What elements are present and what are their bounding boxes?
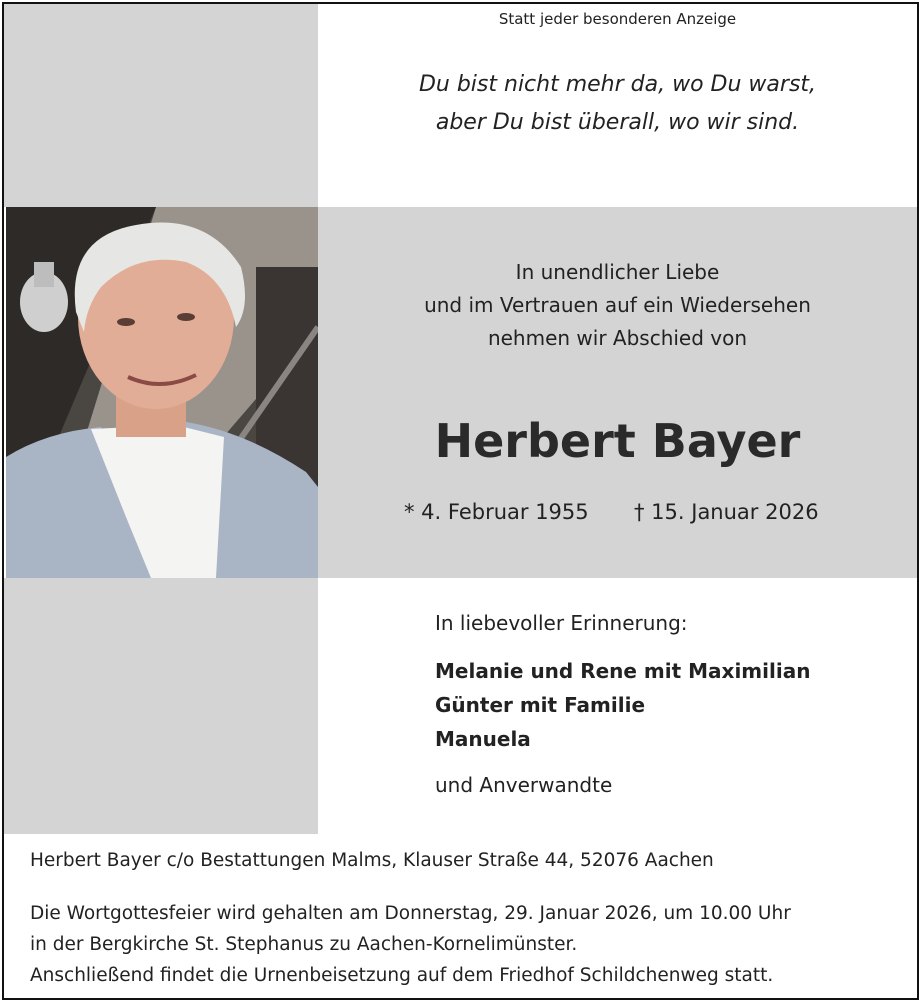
mourner-name: Manuela bbox=[435, 727, 531, 751]
mourners-heading: In liebevoller Erinnerung: bbox=[435, 611, 688, 635]
intro-line-1: In unendlicher Liebe bbox=[515, 260, 720, 284]
intro-line-3: nehmen wir Abschied von bbox=[487, 326, 748, 350]
mourner-name: Melanie und Rene mit Maximilian bbox=[435, 659, 811, 683]
mourners-footer: und Anverwandte bbox=[435, 773, 613, 797]
gray-panel-top-left bbox=[4, 4, 318, 207]
deceased-name: Herbert Bayer bbox=[434, 414, 801, 468]
quote-line-2: aber Du bist überall, wo wir sind. bbox=[435, 110, 800, 135]
mourner-name: Günter mit Familie bbox=[435, 693, 646, 717]
quote-line-1: Du bist nicht mehr da, wo Du warst, bbox=[418, 72, 817, 97]
service-line-2: in der Bergkirche St. Stephanus zu Aachen-Kornelimünster. bbox=[30, 934, 578, 955]
gray-panel-bottom-left bbox=[4, 578, 318, 834]
service-line-3: Anschließend findet die Urnenbeisetzung auf dem Friedhof Schildchenweg statt. bbox=[30, 965, 774, 986]
notice-text: Statt jeder besonderen Anzeige bbox=[498, 10, 737, 28]
address-line: Herbert Bayer c/o Bestattungen Malms, Klauser Straße 44, 52076 Aachen bbox=[30, 850, 714, 871]
service-line-1: Die Wortgottesfeier wird gehalten am Donnerstag, 29. Januar 2026, um 10.00 Uhr bbox=[30, 903, 791, 924]
portrait-photo bbox=[6, 207, 318, 578]
birth-date: * 4. Februar 1955 bbox=[404, 500, 589, 524]
obituary-card bbox=[2, 2, 919, 1000]
death-date: † 15. Januar 2026 bbox=[634, 500, 819, 524]
intro-line-2: und im Vertrauen auf ein Wiedersehen bbox=[424, 293, 811, 317]
